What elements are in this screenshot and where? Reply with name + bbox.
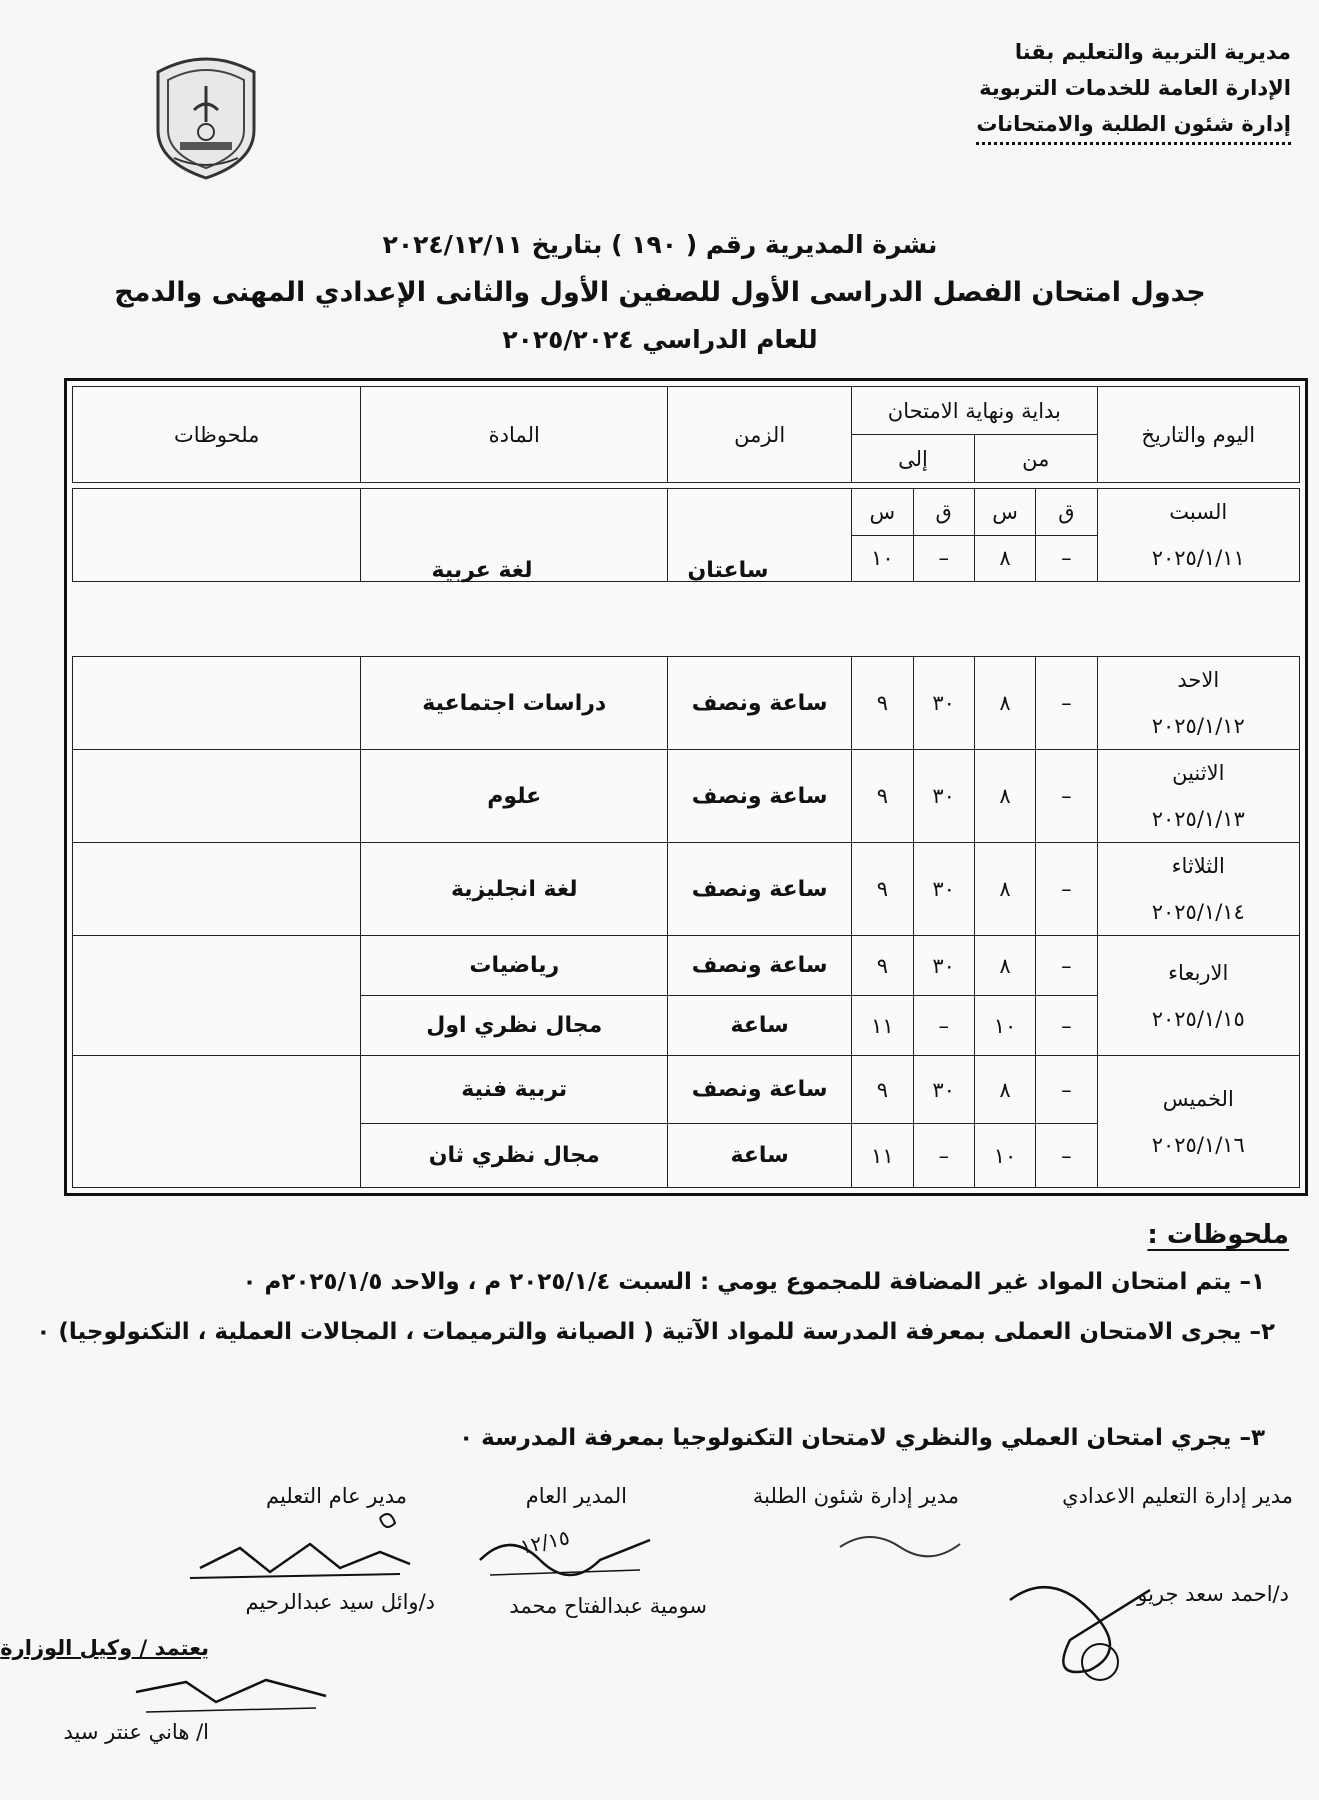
exam-subject: دراسات اجتماعية — [361, 657, 668, 750]
schedule-title: جدول امتحان الفصل الدراسى الأول للصفين الأول والثانى الإعدادي المهنى والدمج — [114, 277, 1206, 308]
exam-subject: تربية فنية — [361, 1056, 668, 1124]
notes-cell — [73, 750, 361, 843]
exam-duration: ساعة ونصف — [668, 1056, 852, 1124]
table-row — [73, 750, 1300, 843]
table-row — [73, 936, 1300, 996]
minute-label: ق — [913, 489, 974, 536]
day-name: الاثنين — [1172, 761, 1225, 785]
from-hour: ٨ — [974, 1056, 1035, 1124]
minute-label: ق — [1036, 489, 1097, 536]
from-minute: – — [1036, 843, 1097, 936]
document-titles — [60, 222, 1260, 362]
from-minute: – — [1036, 996, 1097, 1056]
directorate-line: مديرية التربية والتعليم بقنا — [1014, 40, 1291, 64]
table-row — [73, 1056, 1300, 1124]
exam-date: ٢٠٢٥/١/١٦ — [1151, 1132, 1245, 1157]
issuer-header — [951, 34, 1291, 145]
exam-duration: ساعة — [668, 996, 852, 1056]
day-date-cell — [1097, 936, 1299, 1056]
to-minute: – — [913, 1124, 974, 1188]
deputy-name: ا/ هاني عنتر سيد — [63, 1720, 209, 1744]
hour-label: س — [974, 489, 1035, 536]
to-hour: ٩ — [852, 936, 913, 996]
to-minute: ٣٠ — [913, 750, 974, 843]
handwritten-date: ١٢/١٥ — [518, 1525, 572, 1559]
students-director-title: مدير إدارة شئون الطلبة — [752, 1484, 959, 1508]
exam-date: ٢٠٢٥/١/١١ — [1151, 546, 1245, 570]
day-date-cell — [1097, 489, 1299, 582]
notes-cell — [73, 843, 361, 936]
ministry-logo — [150, 50, 262, 182]
day-date-cell — [1097, 657, 1299, 750]
general-director-title: المدير العام — [525, 1484, 627, 1508]
hour-label: س — [852, 489, 913, 536]
to-minute: ٣٠ — [913, 657, 974, 750]
exam-schedule-table — [64, 378, 1308, 1196]
header-from: من — [974, 435, 1097, 483]
to-hour: ١٠ — [852, 535, 913, 582]
exam-duration: ساعة ونصف — [668, 750, 852, 843]
to-hour: ٩ — [852, 750, 913, 843]
header-day-date: اليوم والتاريخ — [1097, 387, 1299, 483]
notes-cell — [73, 657, 361, 750]
from-hour: ٨ — [974, 936, 1035, 996]
day-date-cell — [1097, 843, 1299, 936]
day-date-cell — [1097, 1056, 1299, 1188]
header-duration: الزمن — [668, 387, 852, 483]
exam-duration: ساعة ونصف — [668, 657, 852, 750]
students-affairs-line: إدارة شئون الطلبة والامتحانات — [976, 106, 1291, 145]
to-hour: ١١ — [852, 1124, 913, 1188]
from-hour: ٨ — [974, 843, 1035, 936]
from-minute: – — [1036, 936, 1097, 996]
header-to: إلى — [852, 435, 975, 483]
table-row — [73, 657, 1300, 750]
note-item-1: ١– يتم امتحان المواد غير المضافة للمجموع يومي : السبت ٢٠٢٥/١/٤ م ، والاحد ٢٠٢٥/١/٥م ٠ — [242, 1269, 1265, 1295]
table-row — [73, 843, 1300, 936]
gm-education-name: د/وائل سيد عبدالرحيم — [245, 1590, 435, 1614]
note-item-3: ٣– يجري امتحان العملي والنظري لامتحان التكنولوجيا بمعرفة المدرسة ٠ — [459, 1425, 1265, 1451]
header-subject: المادة — [361, 387, 668, 483]
exam-date: ٢٠٢٥/١/١٢ — [1151, 714, 1245, 738]
exam-duration: ساعة ونصف — [668, 936, 852, 996]
from-minute: – — [1036, 1124, 1097, 1188]
exam-subject: لغة عربية — [431, 558, 533, 583]
day-name: الخميس — [1162, 1086, 1234, 1111]
exam-subject: مجال نظري اول — [361, 996, 668, 1056]
from-hour: ٨ — [974, 535, 1035, 582]
to-hour: ٩ — [852, 657, 913, 750]
from-minute: – — [1036, 750, 1097, 843]
exam-subject: لغة انجليزية — [361, 843, 668, 936]
from-hour: ١٠ — [974, 996, 1035, 1056]
deputy-signature-icon — [126, 1662, 346, 1722]
note-item-2: ٢– يجرى الامتحان العملى بمعرفة المدرسة للمواد الآتية ( الصيانة والترميمات ، المجالات العملية ، التكنولوجيا) ٠ — [36, 1319, 1275, 1345]
header-notes: ملحوظات — [73, 387, 361, 483]
exam-subject: رياضيات — [361, 936, 668, 996]
general-director-name: سومية عبدالفتاح محمد — [509, 1594, 707, 1618]
day-name: السبت — [1169, 500, 1228, 524]
notes-cell — [73, 1056, 361, 1188]
from-hour: ٨ — [974, 657, 1035, 750]
students-director-signature-icon — [830, 1522, 980, 1562]
exam-date: ٢٠٢٥/١/١٣ — [1151, 807, 1245, 831]
gm-education-title: مدير عام التعليم — [266, 1484, 407, 1508]
exam-duration: ساعة ونصف — [668, 843, 852, 936]
header-start-end: بداية ونهاية الامتحان — [852, 387, 1097, 435]
to-minute: – — [913, 996, 974, 1056]
from-minute: – — [1036, 1056, 1097, 1124]
to-minute: ٣٠ — [913, 843, 974, 936]
exam-duration: ساعة — [668, 1124, 852, 1188]
exam-subject: مجال نظري ثان — [361, 1124, 668, 1188]
exam-subject: علوم — [361, 750, 668, 843]
approval-label: يعتمد / وكيل الوزارة — [0, 1636, 209, 1660]
from-minute: – — [1036, 657, 1097, 750]
to-minute: ٣٠ — [913, 1056, 974, 1124]
from-hour: ١٠ — [974, 1124, 1035, 1188]
exam-date: ٢٠٢٥/١/١٤ — [1151, 900, 1245, 924]
notes-heading: ملحوظات : — [1147, 1220, 1289, 1250]
to-hour: ٩ — [852, 1056, 913, 1124]
academic-year-title: للعام الدراسي ٢٠٢٥/٢٠٢٤ — [502, 325, 818, 354]
prep-director-title: مدير إدارة التعليم الاعدادي — [1062, 1484, 1293, 1508]
bulletin-title: نشرة المديرية رقم ( ١٩٠ ) بتاريخ ٢٠٢٤/١٢/١١ — [382, 230, 938, 259]
notes-cell — [73, 489, 361, 582]
to-hour: ١١ — [852, 996, 913, 1056]
notes-cell — [73, 936, 361, 1056]
day-name: الثلاثاء — [1171, 854, 1225, 878]
day-name: الاربعاء — [1168, 960, 1229, 985]
to-minute: – — [913, 535, 974, 582]
from-hour: ٨ — [974, 750, 1035, 843]
day-date-cell — [1097, 750, 1299, 843]
from-minute: – — [1036, 535, 1097, 582]
exam-duration: ساعتان — [687, 558, 769, 583]
gm-education-signature-icon — [180, 1508, 420, 1588]
prep-director-name: د/احمد سعد جريو — [1137, 1582, 1289, 1606]
day-name: الاحد — [1177, 668, 1220, 692]
general-director-signature-icon — [470, 1520, 670, 1590]
general-administration-line: الإدارة العامة للخدمات التربوية — [979, 76, 1291, 100]
to-minute: ٣٠ — [913, 936, 974, 996]
exam-date: ٢٠٢٥/١/١٥ — [1151, 1006, 1245, 1031]
to-hour: ٩ — [852, 843, 913, 936]
